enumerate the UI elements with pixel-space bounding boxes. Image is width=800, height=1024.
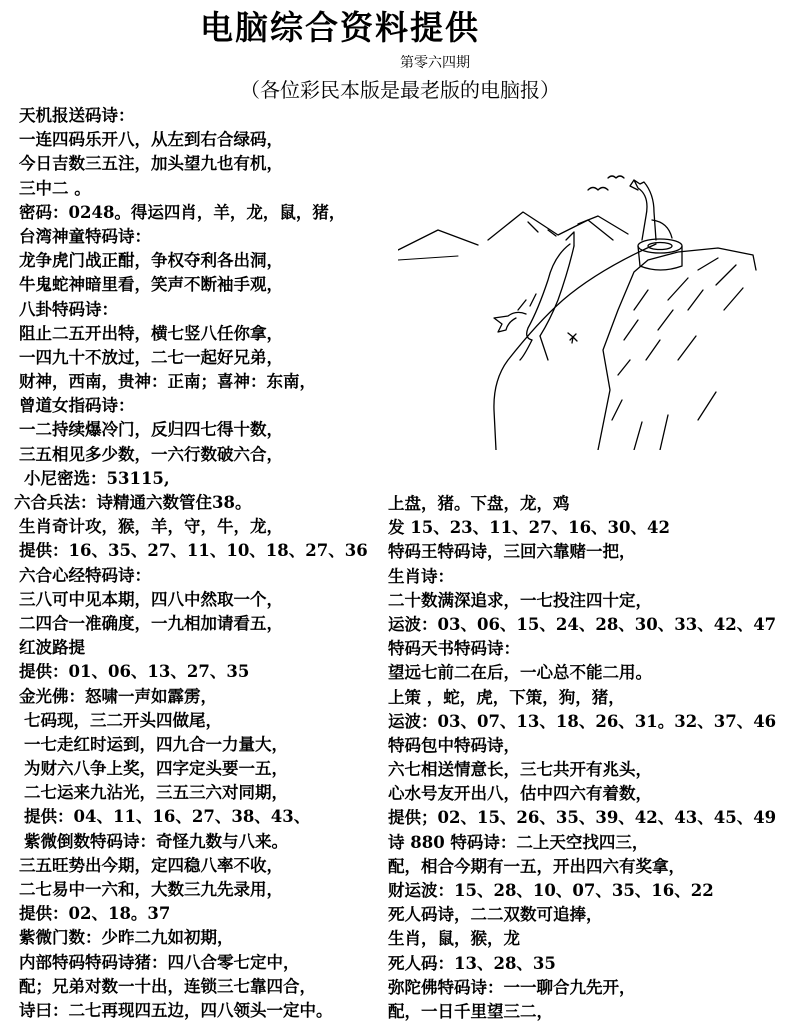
text-line: 八卦特码诗： (19, 299, 118, 319)
text-line: 望远七前二在后，一心总不能二用。 (388, 663, 652, 683)
text-line: 死人码诗，二二双数可追捧， (388, 905, 603, 925)
text-line: 生肖，鼠，猴，龙 (388, 929, 520, 949)
text-line: 内部特码特码诗猪：四八合零七定中， (19, 952, 300, 972)
text-line: 配；兄弟对数一十出，连锁三七靠四合， (19, 976, 316, 996)
text-line: 弥陀佛特码诗：一一聊合九先开， (388, 977, 636, 997)
text-line: 台湾神童特码诗： (19, 226, 151, 246)
text-line: 小尼密选：53115, (24, 468, 170, 488)
text-line: 提供；02、15、26、35、39、42、43、45、49 (388, 808, 777, 828)
text-line: 配，一日千里望三二， (388, 1001, 553, 1021)
right-column (388, 492, 788, 1024)
issue-number: 第零六四期 (400, 55, 470, 71)
text-line: 财运波：15、28、10、07、35、16、22 (388, 881, 714, 900)
text-line: 诗曰：二七再现四五边，四八领头一定中。 (19, 1000, 333, 1020)
text-line: 红波路提 (19, 638, 85, 658)
text-line: 一七走红时运到，四九合一力量大， (24, 734, 288, 754)
kangaroo-top-icon (630, 180, 672, 240)
text-line: 提供：02、18。37 (19, 904, 171, 924)
text-line: 死人码：13、28、35 (388, 953, 556, 973)
text-line: 提供：04、11、16、27、38、43、 (24, 807, 311, 827)
page-subtitle: （各位彩民本版是最老版的电脑报） (240, 78, 560, 102)
plant-icon (568, 333, 577, 343)
text-line: 牛鬼蛇神暗里看，笑声不断袖手观， (19, 275, 283, 295)
text-line: 龙争虎门战正酣，争权夺利各出洞， (19, 251, 283, 271)
text-line: 六合兵法：诗精通六数管住38。 (14, 493, 252, 512)
text-line: 二四合一准确度，一九相加请看五， (19, 613, 283, 633)
text-line: 特码王特码诗，三回六靠赌一把， (388, 542, 636, 562)
text-line: 七码现，三二开头四做尾， (24, 710, 222, 730)
birds-icon (588, 176, 624, 190)
text-line: 特码包中特码诗， (388, 735, 520, 755)
mountains-icon (398, 212, 628, 250)
kangaroo-climbing-icon (494, 232, 574, 360)
text-line: 上策 ，蛇，虎，下策，狗，猪， (388, 687, 625, 707)
text-line: 今日吉数三五注，加头望九也有机， (19, 154, 283, 174)
text-line: 天机报送码诗： (19, 106, 135, 125)
text-line: 曾道女指码诗： (19, 396, 135, 416)
text-line: 提供：01、06、13、27、35 (19, 662, 250, 682)
text-line: 阻止二五开出特，横七竖八任你拿， (19, 323, 283, 343)
text-line: 六合心经特码诗： (19, 565, 151, 585)
text-line: 心水号友开出八，估中四六有着数， (388, 784, 652, 804)
text-line: 运波：03、06、15、24、28、30、33、42、47 (388, 614, 777, 634)
text-line: 提供：16、35、27、11、10、18、27、36 (19, 541, 368, 561)
text-line: 二七运来九沾光，三五三六对同期， (24, 783, 288, 803)
kangaroo-cliff-illustration (398, 160, 758, 450)
cliff-icon (598, 239, 756, 450)
text-line: 生肖奇计攻，猴，羊，守，牛，龙， (19, 517, 283, 537)
page-title: 电脑综合资料提供 (200, 8, 480, 47)
text-line: 为财六八争上奖，四字定头要一五， (24, 759, 288, 779)
text-line: 配，相合今期有一五，开出四六有奖拿， (388, 856, 685, 876)
text-line: 一连四码乐开八，从左到右合绿码， (19, 130, 283, 150)
text-line: 发 15、23、11、27、16、30、42 (388, 518, 670, 538)
text-line: 三八可中见本期，四八中然取一个， (19, 589, 283, 609)
text-line: 运波：03、07、13、18、26、31。32、37、46 (388, 711, 777, 731)
rope-icon (494, 244, 656, 450)
text-line: 上盘，猪。下盘，龙，鸡 (388, 494, 570, 513)
text-line: 紫微倒数特码诗：奇怪九数与八来。 (24, 831, 288, 851)
text-line: 二七易中一六和，大数三九先录用， (19, 880, 283, 899)
text-line: 特码天书特码诗： (388, 639, 520, 659)
text-line: 金光佛：怒啸一声如霹雳， (19, 686, 217, 706)
text-line: 财神，西南，贵神：正南；喜神：东南， (19, 372, 316, 392)
text-line: 三中二 。 (19, 178, 91, 198)
text-line: 六七相送情意长，三七共开有兆头， (388, 760, 652, 780)
text-line: 紫微门数：少昨二九如初期， (19, 928, 234, 948)
left-column (14, 104, 394, 1023)
text-line: 生肖诗： (388, 566, 454, 586)
text-line: 三五旺势出今期，定四稳八率不收， (19, 855, 283, 875)
text-line: 诗 880 特码诗：二上天空找四三， (388, 832, 649, 852)
text-line: 一二持续爆冷门，反归四七得十数， (19, 420, 283, 440)
text-line: 二十数满深追求，一七投注四十定， (388, 590, 652, 610)
text-line: 三五相见多少数，一六行数破六合， (19, 444, 283, 464)
text-line: 一四九十不放过，二七一起好兄弟， (19, 347, 283, 367)
text-line: 密码：0248。得运四肖，羊，龙，鼠，猪， (19, 202, 346, 222)
